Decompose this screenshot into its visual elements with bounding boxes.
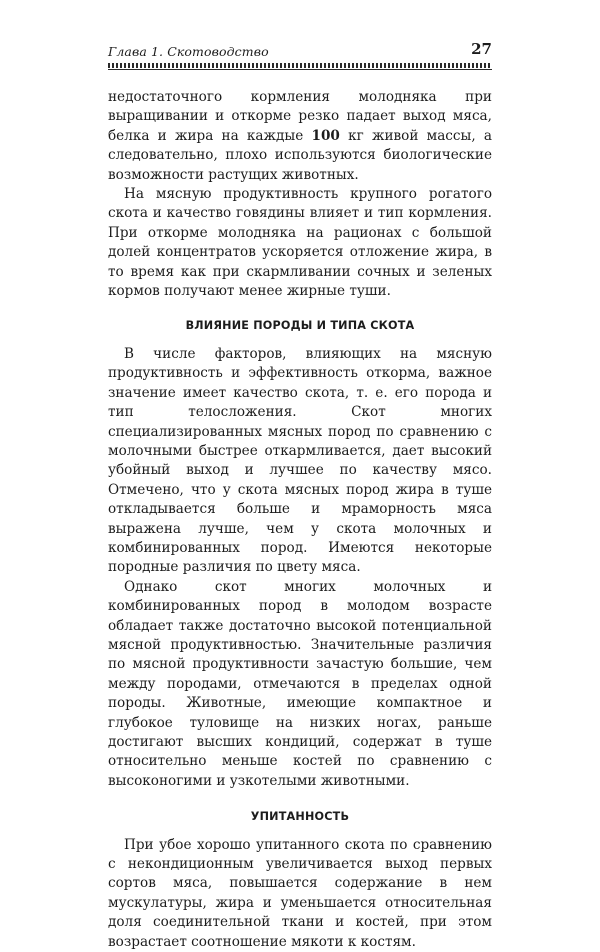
- paragraph-dairy-breeds: Однако скот многих молочных и комбинированных пород в молодом возрасте обладает также достаточно высокой потенциальной мясной продуктивностью. Значительные различия по мясной продуктивности зачастую большие, чем между породами, отмечаются в пределах одной породы. Животные, имеющие компактное и глубокое туловище на низких ногах, раньше достигают высших кондиций, содержат в туше относительно меньше костей по сравнению с высоконогими и узкотелыми животными.: [108, 578, 492, 789]
- paragraph-feeding-type: На мясную продуктивность крупного рогатого скота и качество говядины влияет и тип кормления. При откорме молодняка на рационах с большой долей концентратов ускоряется отложение жира, в то время как при скармливании сочных и зеленых кормов получают менее жирные туши.: [108, 186, 492, 300]
- body-text: [108, 88, 492, 952]
- paragraph-fatness: При убое хорошо упитанного скота по сравнению с некондиционным увеличивается выход первых сортов мяса, повышается содержание в нем мускулатуры, жира и уменьшается относительная доля соединительной ткани и костей, при этом возрастает соотношение мякоти к костям.: [108, 836, 492, 950]
- header-rule: [108, 63, 492, 68]
- chapter-title: Глава 1. Скотоводство: [108, 44, 269, 59]
- p1-text-start: недостаточного кормления молодняка при выращивании и откорме резко падает выход мяса, белка и жира на каждые: [108, 89, 492, 144]
- running-header: [108, 42, 492, 62]
- paragraph-breed-factors: В числе факторов, влияющих на мясную продуктивность и эффективность откорма, важное значение имеет качество скота, т. е. его порода и тип телосложения. Скот многих специализированных мясных пород по сравнению с молочными быстрее откармливается, дает высокий убойный выход и лучшее по качеству мясо. Отмечено, что у скота мясных пород жира в туше откладывается больше и мраморность мяса выражена лучше, чем у скота молочных и комбинированных пород. Имеются некоторые породные различия по цвету мяса.: [108, 345, 492, 576]
- page-number: 27: [471, 40, 492, 58]
- section-heading-fatness: УПИТАННОСТЬ: [250, 810, 350, 824]
- p1-text-end: кг живой массы, а следовательно, плохо используются биологические возможности растущих животных.: [108, 127, 492, 183]
- p1-bold-number: 100: [311, 127, 340, 144]
- section-heading-breed: ВЛИЯНИЕ ПОРОДЫ И ТИПА СКОТА: [185, 319, 415, 333]
- paragraph-continued: [108, 88, 492, 185]
